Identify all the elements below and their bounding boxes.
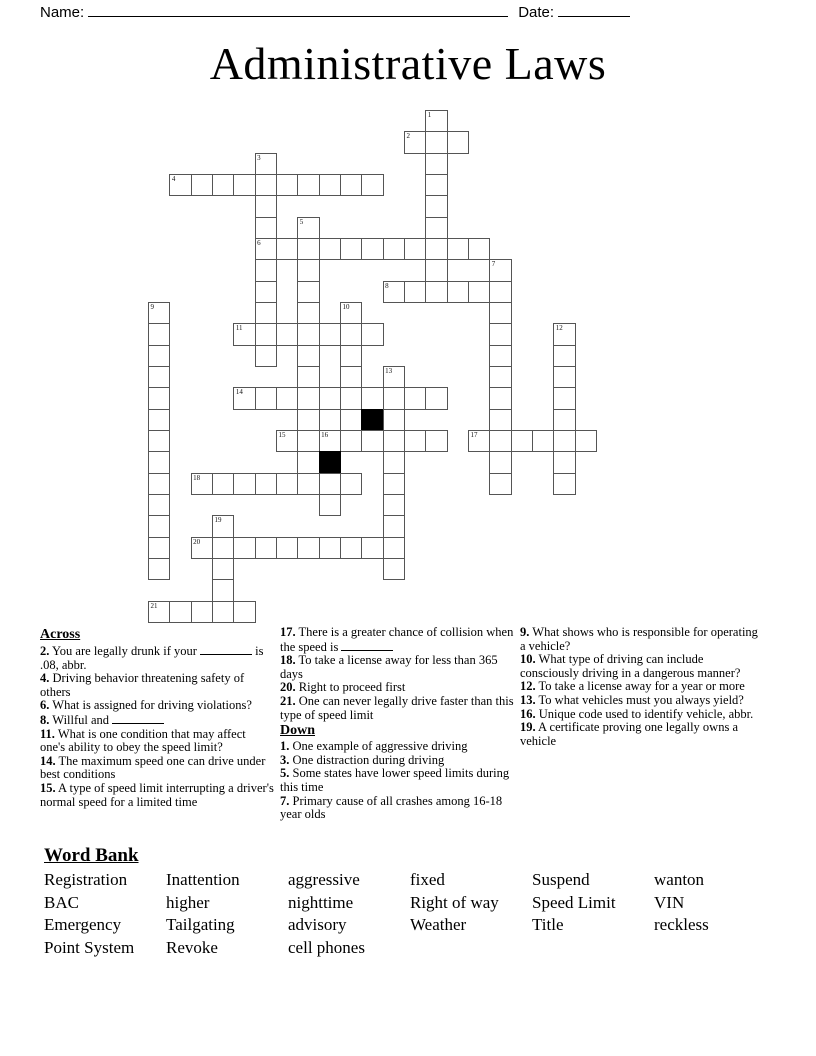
- crossword-cell-number: 4: [171, 174, 176, 183]
- crossword-cell[interactable]: [297, 409, 319, 431]
- crossword-cell[interactable]: [425, 153, 447, 175]
- crossword-cell-number: 19: [214, 516, 222, 525]
- clue-down-1: 1. One example of aggressive driving: [280, 739, 468, 754]
- crossword-cell[interactable]: [212, 537, 234, 559]
- crossword-cell[interactable]: [297, 387, 319, 409]
- crossword-cell[interactable]: [148, 558, 170, 580]
- crossword-cell[interactable]: [255, 259, 277, 281]
- clue-blank-line: [112, 713, 164, 724]
- clue-number: 16.: [520, 706, 536, 721]
- crossword-cell[interactable]: [276, 323, 298, 345]
- crossword-cell-number: 14: [235, 388, 243, 397]
- crossword-cell[interactable]: [191, 473, 213, 495]
- crossword-cell-number: 20: [193, 537, 201, 546]
- crossword-cell[interactable]: [191, 537, 213, 559]
- word-bank-word: Right of way: [410, 892, 499, 912]
- crossword-cell[interactable]: [255, 195, 277, 217]
- clue-number: 8.: [40, 712, 50, 727]
- crossword-cell[interactable]: [340, 238, 362, 260]
- clue-number: 15.: [40, 780, 56, 795]
- crossword-cell-number: 21: [150, 601, 158, 610]
- word-bank-word: Revoke: [166, 937, 218, 957]
- crossword-cell[interactable]: [383, 473, 405, 495]
- crossword-cell[interactable]: [255, 537, 277, 559]
- crossword-cell[interactable]: [404, 387, 426, 409]
- word-bank-column-2: [166, 869, 288, 959]
- crossword-cell[interactable]: [383, 451, 405, 473]
- crossword-cell[interactable]: [447, 281, 469, 303]
- clue-column-2: [280, 626, 520, 822]
- crossword-cell[interactable]: [511, 430, 533, 452]
- crossword-cell[interactable]: [233, 601, 255, 623]
- crossword-cell[interactable]: [148, 302, 170, 324]
- crossword-cell[interactable]: [361, 323, 383, 345]
- clue-across-4: 4. Driving behavior threatening safety of others: [40, 671, 245, 699]
- word-bank-word: wanton: [654, 870, 705, 889]
- clue-across-21: 21. One can never legally drive faster than this type of speed limit: [280, 693, 514, 722]
- clue-down-10: 10. What type of driving can include consciously driving in a dangerous manner?: [520, 652, 741, 680]
- crossword-cell[interactable]: [169, 174, 191, 196]
- crossword-cell[interactable]: [361, 238, 383, 260]
- down-heading: Down: [280, 723, 316, 739]
- crossword-cell[interactable]: [319, 174, 341, 196]
- crossword-cell[interactable]: [532, 430, 554, 452]
- crossword-cell[interactable]: [297, 345, 319, 367]
- crossword-cell[interactable]: [340, 345, 362, 367]
- crossword-cell[interactable]: [468, 238, 490, 260]
- crossword-cell-number: 18: [193, 473, 201, 482]
- crossword-cell-number: 2: [406, 132, 410, 141]
- crossword-cell[interactable]: [255, 174, 277, 196]
- crossword-cell[interactable]: [297, 281, 319, 303]
- word-bank-column-4: [410, 869, 532, 959]
- word-bank-word: higher: [166, 892, 210, 912]
- crossword-cell[interactable]: [447, 238, 469, 260]
- crossword-cell-number: 9: [150, 302, 154, 311]
- crossword-cell[interactable]: [553, 366, 575, 388]
- crossword-cell[interactable]: [553, 473, 575, 495]
- crossword-cell[interactable]: [425, 430, 447, 452]
- crossword-cell[interactable]: [425, 174, 447, 196]
- crossword-cell[interactable]: [383, 494, 405, 516]
- crossword-cell[interactable]: [425, 259, 447, 281]
- crossword-cell[interactable]: [340, 409, 362, 431]
- across-heading: Across: [40, 627, 81, 642]
- word-bank-word: cell phones: [288, 937, 365, 957]
- clue-across-14: 14. The maximum speed one can drive under best conditions: [40, 753, 266, 782]
- crossword-cell-number: 17: [470, 430, 478, 439]
- crossword-cell[interactable]: [553, 345, 575, 367]
- crossword-cell[interactable]: [361, 430, 383, 452]
- crossword-cell[interactable]: [212, 515, 234, 537]
- crossword-cell[interactable]: [255, 281, 277, 303]
- crossword-cell[interactable]: [255, 345, 277, 367]
- crossword-cell[interactable]: [340, 387, 362, 409]
- crossword-cell[interactable]: [383, 515, 405, 537]
- clue-section: [40, 626, 780, 822]
- crossword-cell[interactable]: [276, 537, 298, 559]
- crossword-cell[interactable]: [425, 195, 447, 217]
- crossword-cell[interactable]: [212, 601, 234, 623]
- word-bank-word: aggressive: [288, 870, 360, 889]
- word-bank-column-1: [44, 869, 166, 959]
- clue-number: 7.: [280, 793, 290, 808]
- crossword-cell[interactable]: [319, 494, 341, 516]
- clue-down-3: 3. One distraction during driving: [280, 752, 445, 767]
- crossword-cell[interactable]: [340, 323, 362, 345]
- clue-down-7: 7. Primary cause of all crashes among 16-18 year olds: [280, 793, 503, 822]
- crossword-cell[interactable]: [489, 451, 511, 473]
- crossword-cell-number: 3: [257, 153, 261, 162]
- crossword-cell[interactable]: [255, 323, 277, 345]
- crossword-cell[interactable]: [148, 387, 170, 409]
- clue-across-8: 8. Willful and: [40, 713, 274, 728]
- crossword-cell[interactable]: [340, 174, 362, 196]
- crossword-cell[interactable]: [489, 409, 511, 431]
- crossword-cell[interactable]: [297, 238, 319, 260]
- clue-number: 5.: [280, 766, 290, 781]
- crossword-cell[interactable]: [340, 302, 362, 324]
- word-bank-word: Tailgating: [166, 915, 235, 934]
- word-bank-heading: Word Bank: [44, 845, 139, 866]
- crossword-cell[interactable]: [276, 174, 298, 196]
- clue-number: 17.: [280, 625, 296, 639]
- crossword-cell[interactable]: [340, 537, 362, 559]
- crossword-cell[interactable]: [319, 323, 341, 345]
- crossword-cell[interactable]: [425, 110, 447, 132]
- clue-across-17: 17. There is a greater chance of collision when the speed is: [280, 625, 514, 654]
- crossword-block-cell: [361, 409, 383, 431]
- crossword-cell[interactable]: [425, 238, 447, 260]
- crossword-cell[interactable]: [383, 409, 405, 431]
- crossword-cell[interactable]: [553, 409, 575, 431]
- word-bank-word: Title: [532, 915, 564, 934]
- crossword-cell[interactable]: [383, 366, 405, 388]
- crossword-cell[interactable]: [233, 473, 255, 495]
- crossword-cell[interactable]: [191, 174, 213, 196]
- clue-down-5: 5. Some states have lower speed limits during this time: [280, 766, 510, 794]
- crossword-cell[interactable]: [148, 515, 170, 537]
- crossword-cell[interactable]: [319, 238, 341, 260]
- crossword-cell[interactable]: [297, 217, 319, 239]
- word-bank-word: Inattention: [166, 870, 240, 889]
- word-bank-word: Suspend: [532, 870, 590, 889]
- clue-number: 6.: [40, 698, 50, 713]
- crossword-cell[interactable]: [489, 473, 511, 495]
- word-bank-word: Registration: [44, 870, 128, 889]
- crossword-cell[interactable]: [361, 537, 383, 559]
- clue-across-15: 15. A type of speed limit interrupting a driver's normal speed for a limited time: [40, 780, 274, 809]
- clue-down-16: 16. Unique code used to identify vehicle, abbr.: [520, 706, 754, 721]
- word-bank-word: reckless: [654, 915, 709, 934]
- clue-across-2: 2. You are legally drunk if your is .08, abbr.: [40, 644, 264, 672]
- crossword-cell[interactable]: [425, 387, 447, 409]
- crossword-cell[interactable]: [447, 131, 469, 153]
- crossword-cell[interactable]: [297, 366, 319, 388]
- clue-down-9: 9. What shows who is responsible for operating a vehicle?: [520, 625, 758, 653]
- crossword-cell[interactable]: [255, 217, 277, 239]
- name-label: Name:: [40, 4, 85, 21]
- crossword-cell-number: 8: [385, 281, 389, 290]
- crossword-cell[interactable]: [489, 302, 511, 324]
- crossword-cell[interactable]: [212, 473, 234, 495]
- crossword-cell[interactable]: [383, 537, 405, 559]
- crossword-cell[interactable]: [361, 174, 383, 196]
- crossword-cell[interactable]: [319, 537, 341, 559]
- clue-number: 1.: [280, 739, 290, 754]
- crossword-cell[interactable]: [340, 473, 362, 495]
- crossword-cell[interactable]: [212, 174, 234, 196]
- crossword-cell[interactable]: [169, 601, 191, 623]
- clue-column-3: [520, 626, 770, 748]
- crossword-cell[interactable]: [212, 558, 234, 580]
- crossword-cell[interactable]: [489, 366, 511, 388]
- crossword-cell[interactable]: [233, 323, 255, 345]
- crossword-cell[interactable]: [489, 323, 511, 345]
- crossword-cell[interactable]: [489, 281, 511, 303]
- clue-down-19: 19. A certificate proving one legally owns a vehicle: [520, 720, 738, 748]
- crossword-cell[interactable]: [489, 387, 511, 409]
- crossword-cell[interactable]: [553, 451, 575, 473]
- crossword-cell[interactable]: [297, 302, 319, 324]
- word-bank-word: Speed Limit: [532, 892, 616, 912]
- crossword-cell[interactable]: [319, 387, 341, 409]
- clue-number: 12.: [520, 679, 536, 694]
- crossword-cell[interactable]: [148, 601, 170, 623]
- crossword-cell[interactable]: [255, 153, 277, 175]
- crossword-cell[interactable]: [553, 387, 575, 409]
- crossword-cell[interactable]: [297, 430, 319, 452]
- word-bank-column-3: [288, 869, 410, 959]
- word-bank-word: fixed: [410, 870, 445, 889]
- crossword-cell[interactable]: [297, 473, 319, 495]
- crossword-cell[interactable]: [404, 430, 426, 452]
- crossword-cell[interactable]: [212, 579, 234, 601]
- crossword-cell[interactable]: [148, 537, 170, 559]
- clue-down-13: 13. To what vehicles must you always yield?: [520, 692, 744, 707]
- crossword-cell-number: 12: [555, 324, 563, 333]
- clue-number: 20.: [280, 680, 296, 695]
- crossword-cell[interactable]: [148, 323, 170, 345]
- crossword-cell[interactable]: [383, 281, 405, 303]
- word-bank-word: Weather: [410, 915, 467, 934]
- crossword-cell[interactable]: [361, 387, 383, 409]
- crossword-cell[interactable]: [276, 430, 298, 452]
- clue-blank-line: [200, 644, 252, 655]
- crossword-cell[interactable]: [297, 451, 319, 473]
- crossword-cell[interactable]: [383, 238, 405, 260]
- crossword-cell[interactable]: [425, 217, 447, 239]
- word-bank-word: nighttime: [288, 892, 354, 912]
- crossword-cell[interactable]: [340, 430, 362, 452]
- crossword-cell[interactable]: [297, 174, 319, 196]
- clue-number: 10.: [520, 652, 536, 667]
- clue-number: 2.: [40, 644, 50, 658]
- clue-number: 4.: [40, 671, 50, 686]
- clue-column-1: [40, 626, 280, 809]
- word-bank-column-6: [654, 869, 776, 959]
- word-bank-word: BAC: [44, 892, 79, 912]
- page-title: Administrative Laws: [209, 38, 607, 89]
- clue-number: 3.: [280, 752, 290, 767]
- crossword-cell-number: 5: [299, 217, 304, 226]
- crossword-cell[interactable]: [148, 430, 170, 452]
- date-label: Date:: [518, 4, 555, 21]
- crossword-cell[interactable]: [255, 473, 277, 495]
- crossword-cell[interactable]: [404, 281, 426, 303]
- crossword-cell[interactable]: [340, 366, 362, 388]
- crossword-cell-number: 16: [321, 430, 329, 439]
- clue-blank-line: [341, 640, 393, 651]
- crossword-cell[interactable]: [383, 430, 405, 452]
- crossword-cell[interactable]: [233, 537, 255, 559]
- crossword-cell[interactable]: [489, 430, 511, 452]
- clue-across-20: 20. Right to proceed first: [280, 680, 406, 695]
- crossword-cell[interactable]: [297, 259, 319, 281]
- crossword-cell[interactable]: [255, 387, 277, 409]
- crossword-cell[interactable]: [148, 366, 170, 388]
- clue-number: 11.: [40, 726, 55, 741]
- clue-number: 14.: [40, 753, 56, 768]
- clue-number: 21.: [280, 693, 296, 708]
- crossword-cell[interactable]: [191, 601, 213, 623]
- crossword-cell[interactable]: [276, 473, 298, 495]
- crossword-cell[interactable]: [575, 430, 597, 452]
- crossword-cell[interactable]: [148, 451, 170, 473]
- crossword-cell[interactable]: [404, 131, 426, 153]
- crossword-cell[interactable]: [297, 323, 319, 345]
- clue-number: 13.: [520, 692, 536, 707]
- word-bank-columns: [44, 869, 784, 959]
- crossword-cell-number: 11: [235, 324, 243, 333]
- word-bank-column-5: [532, 869, 654, 959]
- clue-across-18: 18. To take a license away for less than 365 days: [280, 653, 498, 681]
- crossword-cell-number: 7: [491, 260, 496, 269]
- crossword-block-cell: [319, 451, 341, 473]
- clue-down-12: 12. To take a license away for a year or more: [520, 679, 745, 694]
- crossword-cell[interactable]: [404, 238, 426, 260]
- crossword-cell-number: 10: [342, 302, 350, 311]
- crossword-cell-number: 6: [257, 238, 261, 247]
- crossword-cell-number: 13: [385, 366, 393, 375]
- crossword-cell[interactable]: [233, 174, 255, 196]
- crossword-cell[interactable]: [383, 387, 405, 409]
- crossword-cell[interactable]: [233, 387, 255, 409]
- crossword-cell[interactable]: [468, 281, 490, 303]
- crossword-cell[interactable]: [425, 131, 447, 153]
- word-bank-word: VIN: [654, 892, 685, 912]
- crossword-cell[interactable]: [319, 473, 341, 495]
- crossword-cell[interactable]: [425, 281, 447, 303]
- crossword-cell-number: 1: [427, 111, 432, 119]
- crossword-cell[interactable]: [553, 430, 575, 452]
- crossword-cell[interactable]: [276, 238, 298, 260]
- crossword-cell[interactable]: [148, 473, 170, 495]
- crossword-cell[interactable]: [148, 409, 170, 431]
- crossword-cell[interactable]: [276, 387, 298, 409]
- crossword-cell[interactable]: [383, 558, 405, 580]
- crossword-cell[interactable]: [148, 345, 170, 367]
- word-bank: [44, 844, 784, 959]
- crossword-cell[interactable]: [255, 238, 277, 260]
- clue-across-6: 6. What is assigned for driving violations?: [40, 698, 252, 713]
- crossword-cell[interactable]: [489, 345, 511, 367]
- crossword-cell[interactable]: [255, 302, 277, 324]
- word-bank-word: Emergency: [44, 915, 122, 934]
- clue-number: 18.: [280, 653, 296, 668]
- crossword-cell[interactable]: [553, 323, 575, 345]
- crossword-cell-number: 15: [278, 430, 286, 439]
- crossword-cell[interactable]: [468, 430, 490, 452]
- crossword-cell[interactable]: [489, 259, 511, 281]
- word-bank-word: advisory: [288, 915, 347, 934]
- clue-across-11: 11. What is one condition that may affect one's ability to obey the speed limit?: [40, 726, 246, 755]
- crossword-cell[interactable]: [297, 537, 319, 559]
- crossword-cell[interactable]: [319, 430, 341, 452]
- clue-number: 9.: [520, 625, 530, 639]
- word-bank-word: Point System: [44, 937, 135, 957]
- clue-number: 19.: [520, 720, 536, 735]
- crossword-cell[interactable]: [148, 494, 170, 516]
